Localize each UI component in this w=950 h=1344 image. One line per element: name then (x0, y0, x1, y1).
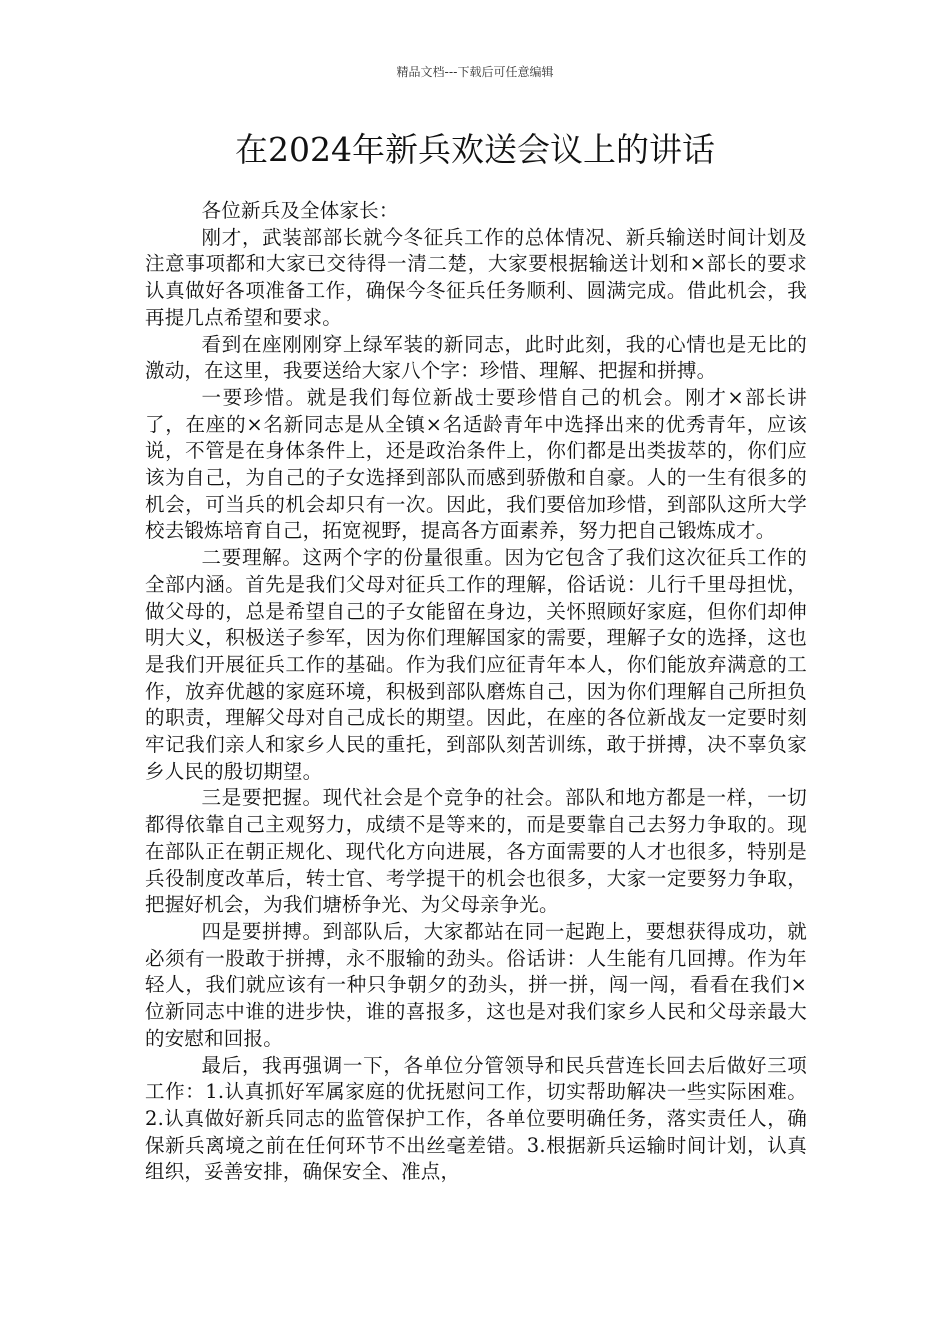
cherish-paragraph: 一要珍惜。就是我们每位新战士要珍惜自己的机会。刚才×部长讲了，在座的×名新同志是从全镇×名适龄青年中选择出来的优秀青年，应该说，不管是在身体条件上，还是政治条件上，你们都是出类拔萃的，你们应该为自己，为自己的子女选择到部队而感到骄傲和自豪。人的一生有很多的机会，可当兵的机会却只有一次。因此，我们要倍加珍惜，到部队这所大学校去锻炼培育自己，拓宽视野，提高各方面素养，努力把自己锻炼成才。 (145, 385, 807, 543)
opening-paragraph: 刚才，武装部部长就今冬征兵工作的总体情况、新兵输送时间计划及注意事项都和大家已交待得一清二楚，大家要根据输送计划和×部长的要求认真做好各项准备工作，确保今冬征兵任务顺利、圆满完成。借此机会，我再提几点希望和要求。 (145, 225, 807, 329)
closing-paragraph: 最后，我再强调一下，各单位分管领导和民兵营连长回去后做好三项工作：1.认真抓好军属家庭的优抚慰问工作，切实帮助解决一些实际困难。2.认真做好新兵同志的监管保护工作，各单位要明确任务，落实责任人，确保新兵离境之前在任何环节不出丝毫差错。3.根据新兵运输时间计划，认真组织，妥善安排，确保安全、准点， (145, 1053, 807, 1184)
page-header-note: 精品文档---下载后可任意编辑 (396, 65, 554, 79)
document-body (145, 198, 807, 1186)
understand-paragraph: 二要理解。这两个字的份量很重。因为它包含了我们这次征兵工作的全部内涵。首先是我们父母对征兵工作的理解，俗话说：儿行千里母担忧，做父母的，总是希望自己的子女能留在身边，关怀照顾好家庭，但你们却伸明大义，积极送子参军，因为你们理解国家的需要，理解子女的选择，这也是我们开展征兵工作的基础。作为我们应征青年本人，你们能放弃满意的工作，放弃优越的家庭环境，积极到部队磨炼自己，因为你们理解自己所担负的职责，理解父母对自己成长的期望。因此，在座的各位新战友一定要时刻牢记我们亲人和家乡人民的重托，到部队刻苦训练，敢于拼搏，决不辜负家乡人民的殷切期望。 (145, 546, 807, 783)
document-title: 在2024年新兵欢送会议上的讲话 (235, 130, 715, 169)
eight-words-paragraph: 看到在座刚刚穿上绿军装的新同志，此时此刻，我的心情也是无比的激动，在这里，我要送给大家八个字：珍惜、理解、把握和拼搏。 (145, 332, 807, 383)
strive-paragraph: 四是要拼搏。到部队后，大家都站在同一起跑上，要想获得成功，就必须有一股敢于拼搏，永不服输的劲头。俗话讲：人生能有几回搏。作为年轻人，我们就应该有一种只争朝夕的劲头，拼一拼，闯一闯，看看在我们×位新同志中谁的进步快，谁的喜报多，这也是对我们家乡人民和父母亲最大的安慰和回报。 (145, 919, 807, 1050)
salutation-paragraph: 各位新兵及全体家长： (201, 199, 399, 222)
grasp-paragraph: 三是要把握。现代社会是个竞争的社会。部队和地方都是一样，一切都得依靠自己主观努力，成绩不是等来的，而是要靠自己去努力争取的。现在部队正在朝正规化、现代化方向进展，各方面需要的人才也很多，特别是兵役制度改革后，转士官、考学提干的机会也很多，大家一定要努力争取，把握好机会，为我们塘桥争光、为父母亲争光。 (145, 786, 807, 917)
